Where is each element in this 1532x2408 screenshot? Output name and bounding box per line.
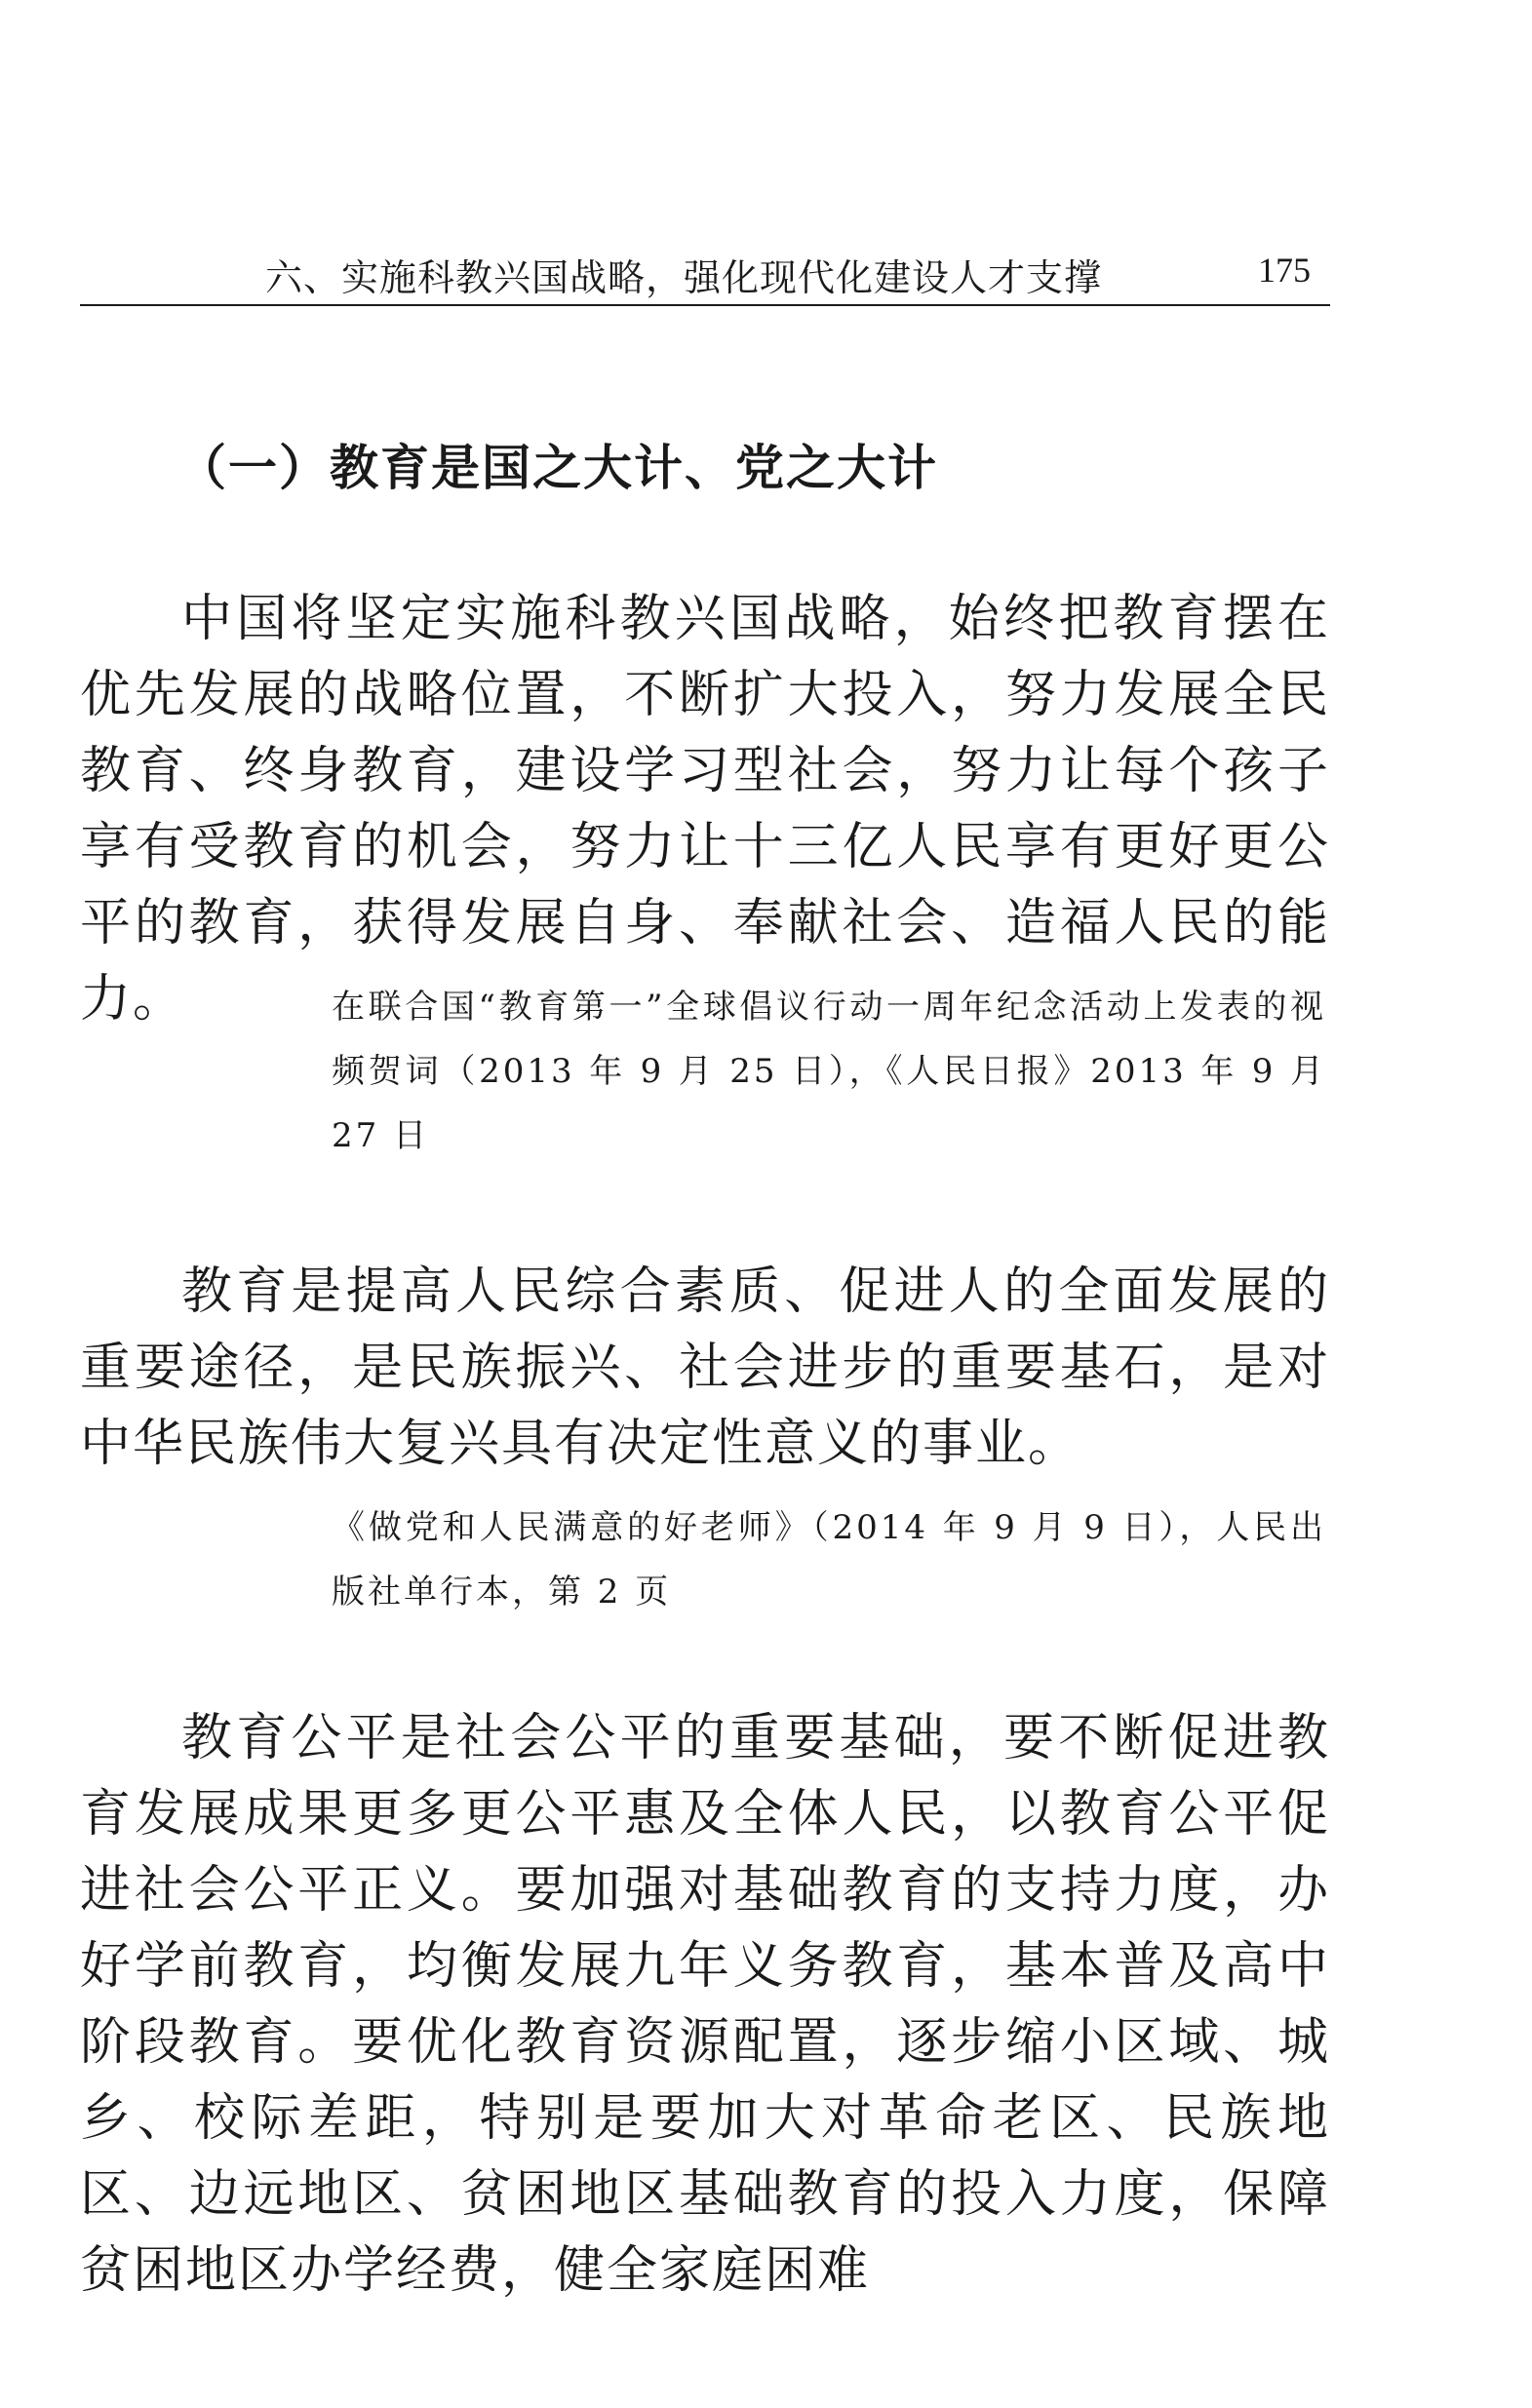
body-paragraph: 教育是提高人民综合素质、促进人的全面发展的重要途径，是民族振兴、社会进步的重要基石，是对中华民族伟大复兴具有决定性意义的事业。 <box>80 1262 1330 1473</box>
page-number: 175 <box>1258 251 1311 290</box>
running-title: 六、实施科教兴国战略，强化现代化建设人才支撑 <box>265 256 1103 299</box>
book-page <box>80 0 1330 2408</box>
body-paragraph: 教育公平是社会公平的重要基础，要不断促进教育发展成果更多更公平惠及全体人民，以教育公平促进社会公平正义。要加强对基础教育的支持力度，办好学前教育，均衡发展九年义务教育，基本普及高中阶段教育。要优化教育资源配置，逐步缩小区域、城乡、校际差距，特别是要加大对革命老区、民族地区、边远地区、贫困地区基础教育的投入力度，保障贫困地区办学经费，健全家庭困难 <box>80 1709 1330 2300</box>
body-paragraph: 中国将坚定实施科教兴国战略，始终把教育摆在优先发展的战略位置，不断扩大投入，努力发展全民教育、终身教育，建设学习型社会，努力让每个孩子享有受教育的机会，努力让十三亿人民享有更好更公平的教育，获得发展自身、奉献社会、造福人民的能力。 <box>80 590 1330 1029</box>
running-header <box>80 230 1330 306</box>
source-citation: 《做党和人民满意的好老师》（2014 年 9 月 9 日），人民出版社单行本，第 2 页 <box>332 1508 1326 1612</box>
source-citation: 在联合国“教育第一”全球倡议行动一周年纪念活动上发表的视频贺词（2013 年 9 月 25 日），《人民日报》2013 年 9 月 27 日 <box>332 988 1326 1155</box>
section-heading: （一）教育是国之大计、党之大计 <box>177 440 938 496</box>
